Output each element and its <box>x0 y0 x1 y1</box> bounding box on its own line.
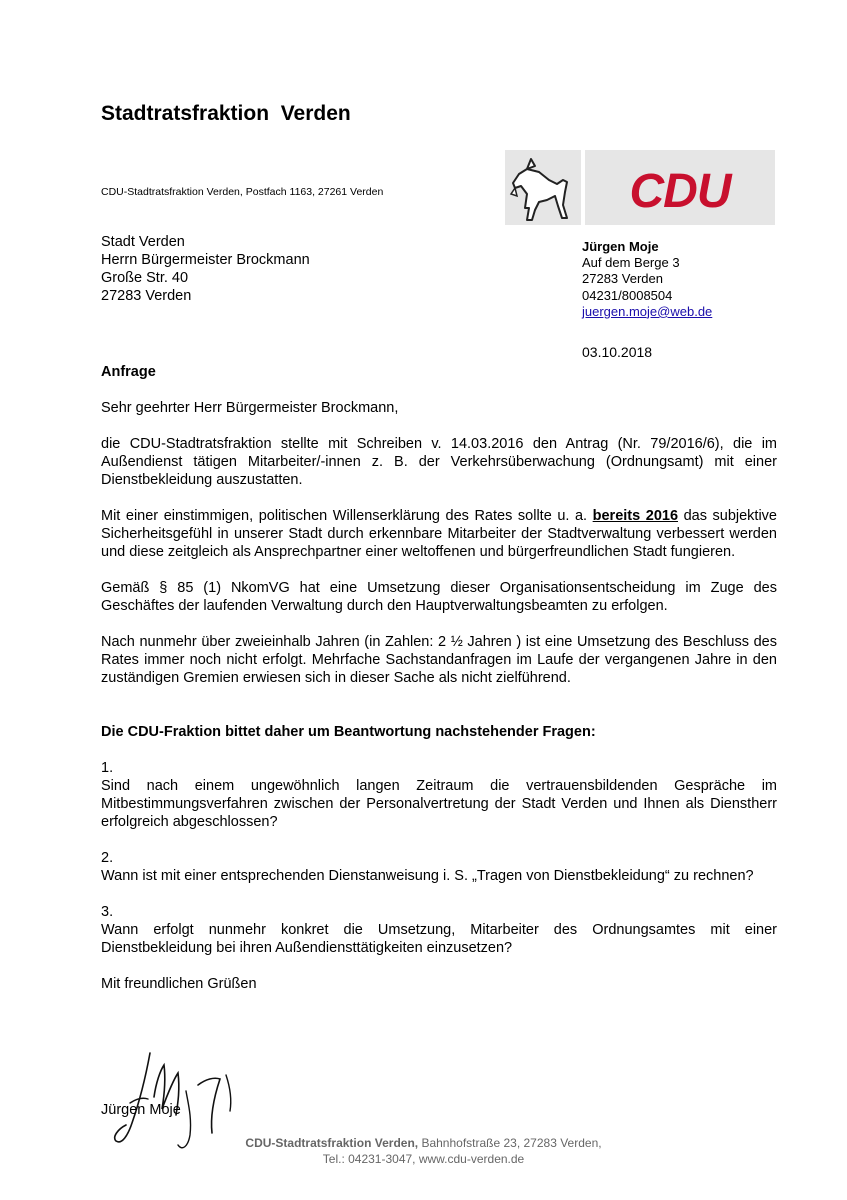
question-item <box>101 903 777 957</box>
salutation: Sehr geehrter Herr Bürgermeister Brockmann, <box>101 400 399 416</box>
subject-line: Anfrage <box>101 364 156 380</box>
question-number: 1. <box>101 760 114 776</box>
question-item <box>101 849 777 885</box>
recipient-address <box>101 233 310 305</box>
contact-email-link[interactable]: juergen.moje@web.de <box>582 303 713 319</box>
letter-body <box>101 363 777 993</box>
sender-contact <box>582 239 712 320</box>
contact-street: Auf dem Berge 3 <box>582 255 680 271</box>
paragraph-3: Gemäß § 85 (1) NkomVG hat eine Umsetzung dieser Organisationsentscheidung im Zuge des Geschäftes der laufenden Verwaltung durch den Hauptverwaltungsbeamten zu erfolgen. <box>101 580 777 614</box>
paragraph-1: die CDU-Stadtratsfraktion stellte mit Schreiben v. 14.03.2016 den Antrag (Nr. 79/2016/6), die im Außendienst tätigen Mitarbeiter/-innen z. B. der Verkehrsüberwachung (Ordnungsamt) mit einer Dienstbekleidung auszustatten. <box>101 436 777 488</box>
question-text: Wann erfolgt nunmehr konkret die Umsetzung, Mitarbeiter des Ordnungsamtes mit einer Dienstbekleidung bei ihren Außendiensttätigkeiten einzusetzen? <box>101 922 777 956</box>
footer-address: Bahnhofstraße 23, 27283 Verden, <box>418 1136 602 1150</box>
questions-intro: Die CDU-Fraktion bittet daher um Beantwortung nachstehender Fragen: <box>101 724 596 740</box>
page-footer <box>200 1136 647 1167</box>
signer-name: Jürgen Moje <box>101 1102 181 1118</box>
letter-date: 03.10.2018 <box>582 344 653 360</box>
footer-line-1 <box>200 1136 647 1152</box>
cdu-logo <box>505 150 775 225</box>
question-number: 2. <box>101 850 114 866</box>
contact-name: Jürgen Moje <box>582 239 659 254</box>
contact-city: 27283 Verden <box>582 271 663 287</box>
footer-line-2: Tel.: 04231-3047, www.cdu-verden.de <box>322 1151 525 1166</box>
recipient-line: Große Str. 40 <box>101 270 189 286</box>
question-text: Sind nach einem ungewöhnlich langen Zeitraum die vertrauensbildenden Gespräche im Mitbestimmungsverfahren zwischen der Personalvertretung der Stadt Verden und Ihnen als Dienstherr erfolgreich abgeschlossen? <box>101 778 777 830</box>
question-number: 3. <box>101 904 114 920</box>
horse-emblem <box>505 150 581 225</box>
horse-icon <box>505 150 581 225</box>
paragraph-2-text: das subjektive Sicherheitsgefühl in unserer Stadt durch erkennbare Mitarbeiter der Stadtverwaltung verbessert werden und diese zeitgleich als Ansprechpartner einer weltoffenen und bürgerfreundlichen Stadt fungieren. <box>101 508 777 560</box>
cdu-wordmark-box <box>585 150 775 225</box>
recipient-line: Stadt Verden <box>101 234 185 250</box>
paragraph-2 <box>101 507 777 561</box>
recipient-line: 27283 Verden <box>101 288 192 304</box>
paragraph-4: Nach nunmehr über zweieinhalb Jahren (in Zahlen: 2 ½ Jahren ) ist eine Umsetzung des Beschluss des Rates immer noch nicht erfolgt. Mehrfache Sachstandanfragen im Laufe der vergangenen Jahre in den zuständigen Gremien erwiesen sich in dieser Sache als nicht zielführend. <box>101 634 777 686</box>
emphasis-text: bereits 2016 <box>592 508 679 524</box>
page-title: Stadtratsfraktion Verden <box>101 102 351 125</box>
question-text: Wann ist mit einer entsprechenden Dienstanweisung i. S. „Tragen von Dienstbekleidung“ zu rechnen? <box>101 868 754 884</box>
cdu-wordmark: CDU <box>629 165 731 218</box>
closing: Mit freundlichen Grüßen <box>101 976 257 992</box>
paragraph-2-text: Mit einer einstimmigen, politischen Willenserklärung des Rates sollte u. a. <box>101 508 593 524</box>
question-item <box>101 759 777 831</box>
footer-org: CDU-Stadtratsfraktion Verden, <box>245 1136 419 1150</box>
recipient-line: Herrn Bürgermeister Brockmann <box>101 252 310 268</box>
sender-address-line: CDU-Stadtratsfraktion Verden, Postfach 1163, 27261 Verden <box>101 186 384 198</box>
contact-phone: 04231/8008504 <box>582 287 673 303</box>
